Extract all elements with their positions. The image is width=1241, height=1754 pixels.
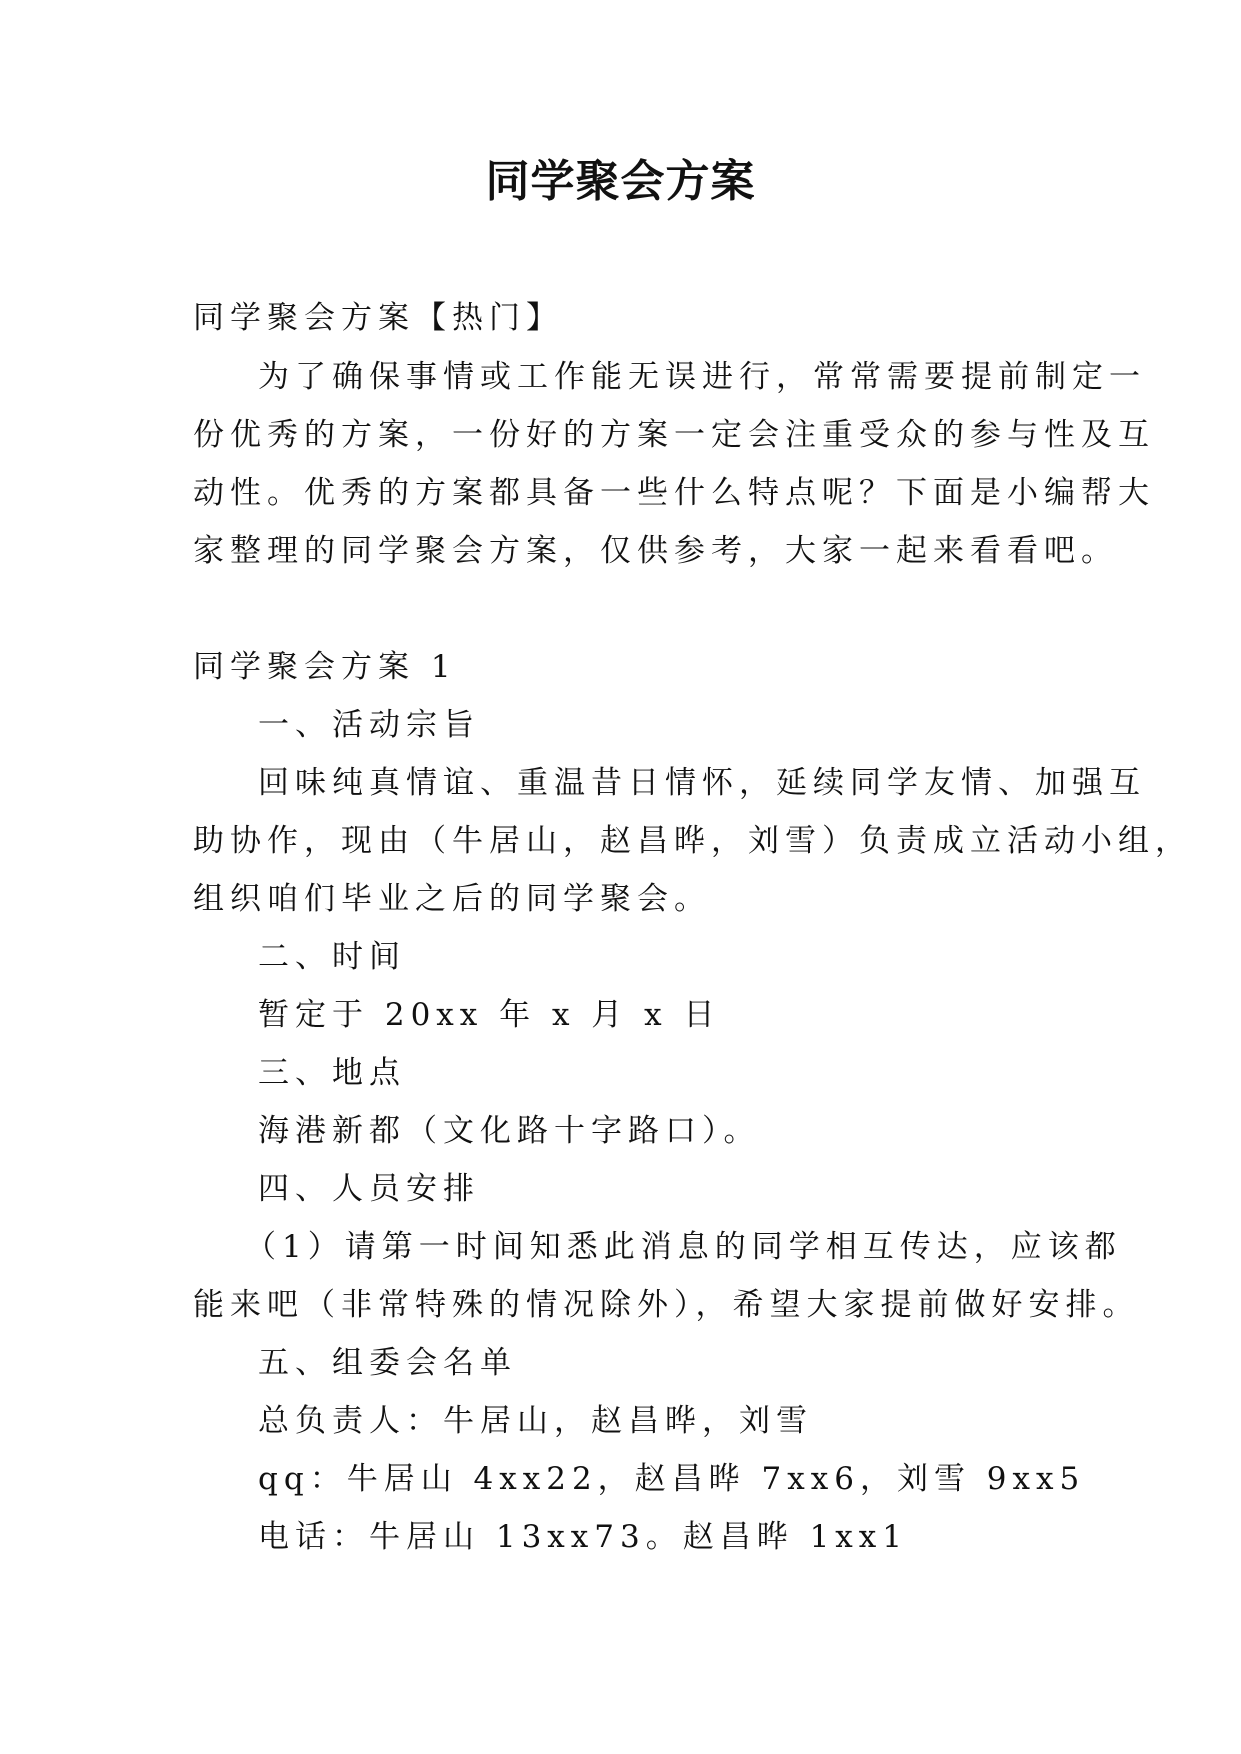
committee-line: 电话：牛居山 13xx73。赵昌晔 1xx1 <box>258 1519 908 1555</box>
staff-line: 能来吧（非常特殊的情况除外），希望大家提前做好安排。 <box>193 1287 1140 1323</box>
committee-line: 总负责人：牛居山，赵昌晔，刘雪 <box>258 1403 813 1439</box>
document-subtitle: 同学聚会方案【热门】 <box>193 300 563 336</box>
purpose-line: 组织咱们毕业之后的同学聚会。 <box>193 881 711 917</box>
intro-line: 动性。优秀的方案都具备一些什么特点呢？下面是小编帮大 <box>193 475 1155 511</box>
intro-line: 份优秀的方案，一份好的方案一定会注重受众的参与性及互 <box>193 417 1155 453</box>
staff-heading: 四、人员安排 <box>258 1171 480 1207</box>
purpose-line: 助协作，现由（牛居山，赵昌晔，刘雪）负责成立活动小组， <box>193 823 1192 859</box>
committee-line: qq：牛居山 4xx22，赵昌晔 7xx6，刘雪 9xx5 <box>258 1461 1086 1497</box>
place-heading: 三、地点 <box>258 1055 406 1091</box>
place-text: 海港新都（文化路十字路口）。 <box>258 1113 761 1149</box>
committee-heading: 五、组委会名单 <box>258 1345 517 1381</box>
section-title: 同学聚会方案 1 <box>193 649 457 685</box>
purpose-line: 回味纯真情谊、重温昔日情怀，延续同学友情、加强互 <box>258 765 1146 801</box>
time-heading: 二、时间 <box>258 939 406 975</box>
intro-line: 家整理的同学聚会方案，仅供参考，大家一起来看看吧。 <box>193 533 1118 569</box>
time-text: 暂定于 20xx 年 x 月 x 日 <box>258 997 721 1033</box>
staff-line: （1）请第一时间知悉此消息的同学相互传达，应该都 <box>245 1229 1122 1265</box>
document-title: 同学聚会方案 <box>485 156 756 207</box>
purpose-heading: 一、活动宗旨 <box>258 707 480 743</box>
intro-line: 为了确保事情或工作能无误进行，常常需要提前制定一 <box>258 359 1146 395</box>
